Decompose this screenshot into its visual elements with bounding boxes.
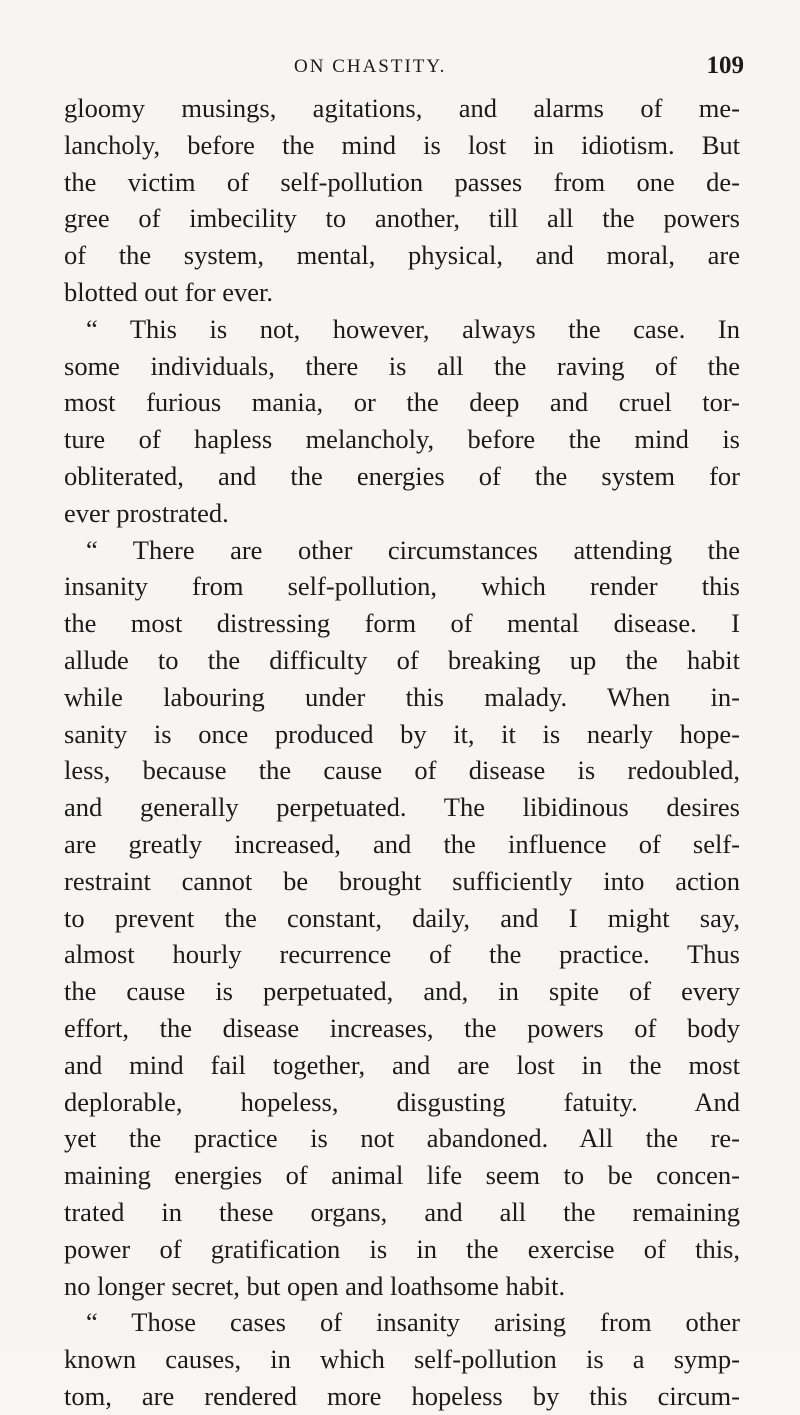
text-line: to prevent the constant, daily, and I might say, — [64, 902, 740, 933]
text-line: trated in these organs, and all the remaining — [64, 1196, 740, 1227]
text-line: ture of hapless melancholy, before the mind is — [64, 424, 740, 455]
text-line: the most distressing form of mental disease. I — [64, 608, 740, 639]
text-line: yet the practice is not abandoned. All the re- — [64, 1123, 740, 1154]
text-line: power of gratification is in the exercise of this, — [64, 1233, 740, 1264]
text-line: and mind fail together, and are lost in the most — [64, 1049, 740, 1080]
text-line: restraint cannot be brought sufficiently into action — [64, 865, 740, 896]
text-line: sanity is once produced by it, it is nearly hope- — [64, 718, 740, 749]
text-line: most furious mania, or the deep and cruel tor- — [64, 387, 740, 418]
text-line: insanity from self-pollution, which render this — [64, 571, 740, 602]
text-line: “ There are other circumstances attending the — [86, 534, 740, 565]
text-line: gloomy musings, agitations, and alarms of me- — [64, 93, 740, 123]
text-line: blotted out for ever. — [64, 276, 273, 307]
body-text — [64, 90, 740, 1415]
text-line: deplorable, hopeless, disgusting fatuity. And — [64, 1086, 740, 1117]
text-line: ever prostrated. — [64, 497, 229, 528]
page-number: 109 — [706, 52, 744, 79]
text-line: maining energies of animal life seem to be concen- — [64, 1160, 740, 1191]
text-line: while labouring under this malady. When in- — [64, 681, 740, 712]
text-line: effort, the disease increases, the powers of body — [64, 1012, 740, 1043]
running-title: ON CHASTITY. — [294, 56, 447, 77]
text-line: of the system, mental, physical, and moral, are — [64, 240, 740, 271]
text-line: no longer secret, but open and loathsome habit. — [64, 1270, 566, 1301]
running-head — [64, 52, 744, 84]
text-line: the cause is perpetuated, and, in spite of every — [64, 976, 740, 1007]
text-line: the victim of self-pollution passes from one de- — [64, 166, 740, 197]
text-line: almost hourly recurrence of the practice. Thus — [64, 939, 740, 970]
text-line: some individuals, there is all the raving of the — [64, 350, 740, 381]
text-line: lancholy, before the mind is lost in idiotism. But — [64, 129, 740, 160]
text-line: and generally perpetuated. The libidinous desires — [64, 792, 740, 823]
text-line: “ This is not, however, always the case. In — [86, 313, 740, 344]
text-line: are greatly increased, and the influence of self- — [64, 828, 740, 859]
text-line: less, because the cause of disease is redoubled, — [64, 755, 740, 786]
text-line: tom, are rendered more hopeless by this circum- — [64, 1380, 740, 1411]
text-line: allude to the difficulty of breaking up the habit — [64, 644, 740, 675]
text-line: known causes, in which self-pollution is a symp- — [64, 1344, 740, 1375]
text-line: gree of imbecility to another, till all the powers — [64, 203, 740, 234]
text-line: “ Those cases of insanity arising from other — [86, 1307, 740, 1338]
text-line: obliterated, and the energies of the system for — [64, 460, 740, 491]
